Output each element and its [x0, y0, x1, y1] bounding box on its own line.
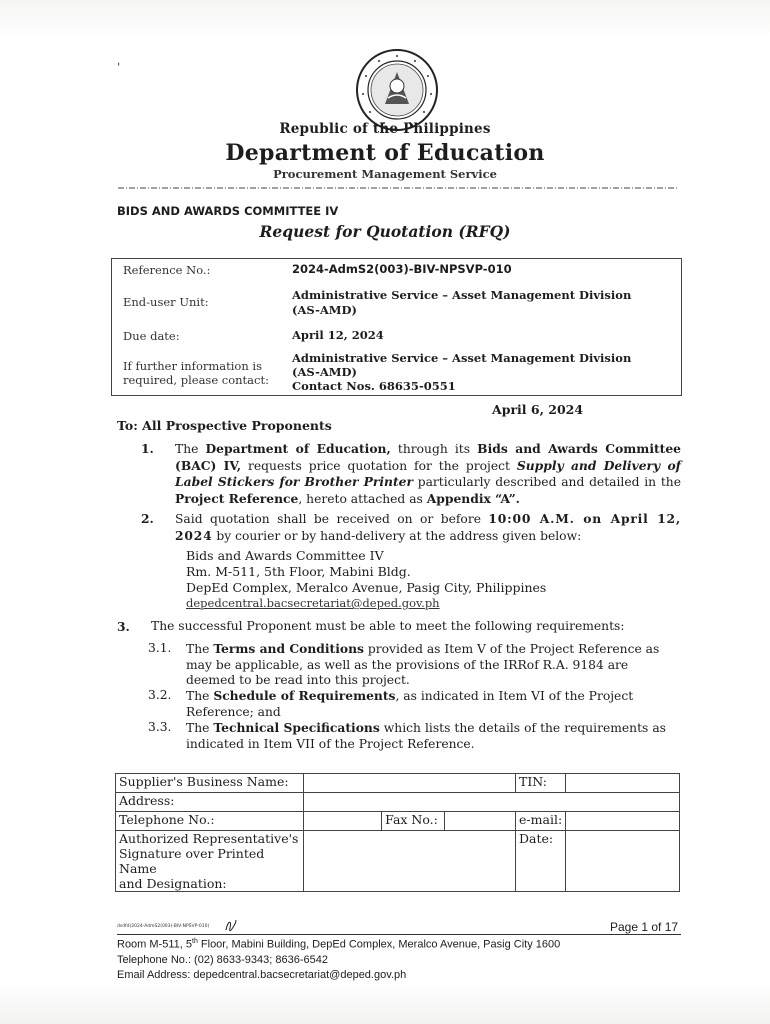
to-line: To: All Prospective Proponents — [117, 418, 332, 433]
item-number-3-2: 3.2. — [148, 688, 172, 702]
telephone-field[interactable] — [303, 812, 381, 831]
scan-mark: ˌ — [117, 53, 121, 67]
item-number-3-1: 3.1. — [148, 641, 172, 655]
telephone-label: Telephone No.: — [116, 812, 304, 831]
contact-value-2: (AS-AMD) — [292, 365, 357, 379]
paragraph-3: The successful Proponent must be able to meet the following requirements: — [151, 619, 625, 633]
reference-label: Reference No.: — [123, 263, 211, 277]
paragraph-2: Said quotation shall be received on or before 10:00 A.M. on April 12, 2024 by courier or by hand-delivery at the address given below: — [175, 511, 681, 543]
footer-email: Email Address: depedcentral.bacsecretariat@deped.gov.ph — [117, 969, 407, 981]
item-number-2: 2. — [141, 511, 154, 526]
address-field[interactable] — [303, 793, 679, 812]
paragraph-3-1: The Terms and Conditions provided as Item V of the Project Reference as may be applicable, as well as the provisions of the IRRof R.A. 9184 are deemed to be read into this project. — [186, 641, 660, 687]
footer-telephone: Telephone No.: (02) 8633-9343; 8636-6542 — [117, 954, 328, 966]
due-date-value: April 12, 2024 — [292, 328, 384, 342]
page-number: Page 1 of 17 — [610, 920, 679, 934]
reference-value: 2024-AdmS2(003)-BIV-NPSVP-010 — [292, 262, 512, 276]
paragraph-3-2: The Schedule of Requirements, as indicated in Item VI of the Project Reference; and — [186, 688, 634, 719]
rfq-info-box — [111, 258, 682, 396]
service-heading: Procurement Management Service — [273, 167, 497, 181]
date-field[interactable] — [566, 831, 680, 892]
business-name-label: Supplier's Business Name: — [116, 774, 304, 793]
initial-signature-mark — [224, 918, 238, 932]
footer-divider — [117, 934, 681, 935]
signature-field[interactable] — [303, 831, 515, 892]
department-heading: Department of Education — [225, 140, 545, 166]
email-label: e-mail: — [516, 812, 566, 831]
due-date-label: Due date: — [123, 329, 180, 343]
enduser-value-1: Administrative Service – Asset Management Division — [292, 288, 632, 302]
tin-field[interactable] — [566, 774, 680, 793]
item-number-3-3: 3.3. — [148, 720, 172, 734]
footer-address: Room M-511, 5th Floor, Mabini Building, DepEd Complex, Meralco Avenue, Pasig City 1600 — [117, 938, 561, 951]
deped-seal-logo — [355, 48, 439, 132]
address-line-2: Rm. M-511, 5th Floor, Mabini Bldg. — [186, 564, 411, 579]
fax-field[interactable] — [444, 812, 515, 831]
bac-email-link[interactable]: depedcentral.bacsecretariat@deped.gov.ph — [186, 596, 440, 610]
item-number-3: 3. — [117, 619, 130, 634]
tin-label: TIN: — [516, 774, 566, 793]
contact-label-2: required, please contact: — [123, 373, 269, 387]
document-code: dsdfd(2024-AdmS2(003)-BIV-NPSVP-010) — [117, 924, 210, 929]
address-line-1: Bids and Awards Committee IV — [186, 548, 384, 563]
document-title: Request for Quotation (RFQ) — [259, 222, 511, 241]
contact-label-1: If further information is — [123, 359, 262, 373]
email-field[interactable] — [566, 812, 680, 831]
contact-value-3: Contact Nos. 68635-0551 — [292, 379, 456, 393]
item-number-1: 1. — [141, 441, 154, 456]
date-label: Date: — [516, 831, 566, 892]
committee-label: BIDS AND AWARDS COMMITTEE IV — [117, 204, 339, 218]
paragraph-3-3: The Technical Specifications which lists the details of the requirements as indicated in Item VII of the Project Reference. — [186, 720, 666, 751]
fax-label: Fax No.: — [382, 812, 445, 831]
enduser-value-2: (AS-AMD) — [292, 303, 357, 317]
enduser-label: End-user Unit: — [123, 295, 209, 309]
business-name-field[interactable] — [303, 774, 515, 793]
republic-heading: Republic of the Philippines — [279, 121, 491, 137]
authorized-representative-label: Authorized Representative's Signature over Printed Name and Designation: — [116, 831, 304, 892]
ornamental-divider — [118, 185, 678, 191]
supplier-info-table — [115, 773, 680, 892]
address-label: Address: — [116, 793, 304, 812]
address-line-3: DepEd Complex, Meralco Avenue, Pasig City, Philippines — [186, 580, 547, 595]
paragraph-1: The Department of Education, through its Bids and Awards Committee (BAC) IV, requests price quotation for the project Supply and Delivery of Label Stickers for Brother Printer particularly described and detailed in the Project Reference, hereto attached as Appendix “A”. — [175, 441, 681, 506]
letter-date: April 6, 2024 — [492, 402, 584, 417]
contact-value-1: Administrative Service – Asset Management Division — [292, 351, 632, 365]
